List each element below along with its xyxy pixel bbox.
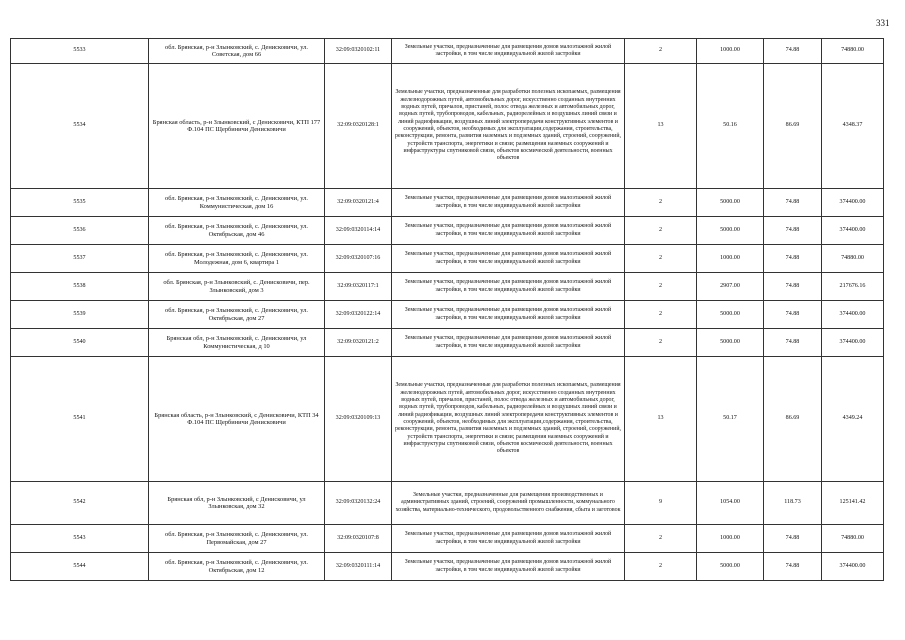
cadastral-number-cell: 32:09:0320122:14 (325, 301, 392, 329)
area-cell: 5000.00 (697, 301, 764, 329)
cadastral-number-cell: 32:09:0320102:11 (325, 39, 392, 64)
specific-value-cell: 86.69 (764, 357, 822, 482)
cadastral-value-cell: 374400.00 (822, 301, 884, 329)
permitted-use-cell: Земельные участки, предназначенные для разработки полезных ископаемых, размещения железнодорожных путей, автомобильных дорог, искусственно созданных внутренних водных путей, причалов, пристаней, полос отвода железных и автомобильных дорог, водных путей, трубопроводов, кабельных, радиорелейных и воздушных линий связи и линий радиофикации, воздушных линий электропередачи конструктивных элементов и сооружений, объектов, необходимых для эксплуатации,содержания, строительства, реконструкции, ремонта, развития наземных и подземных зданий, строений, сооружений, устройств транспорта, энергетики и связи; размещения наземных сооружений и инфраструктуры спутниковой связи, объектов космической деятельности, военных объектов (392, 64, 625, 189)
cadastral-value-cell: 74880.00 (822, 245, 884, 273)
row-number: 5533 (11, 39, 149, 64)
land-registry-table (10, 38, 884, 581)
permitted-use-cell: Земельные участки, предназначенные для разработки полезных ископаемых, размещения железнодорожных путей, автомобильных дорог, искусственно созданных внутренних водных путей, причалов, пристаней, полос отвода железных и автомобильных дорог, водных путей, трубопроводов, кабельных, радиорелейных и воздушных линий связи и линий радиофикации, воздушных линий электропередачи конструктивных элементов и сооружений, объектов, необходимых для эксплуатации,содержания, строительства, реконструкции, ремонта, развития наземных и подземных зданий, строений, сооружений, устройств транспорта, энергетики и связи; размещения наземных сооружений и инфраструктуры спутниковой связи, объектов космической деятельности, военных объектов (392, 357, 625, 482)
permitted-use-cell: Земельные участки, предназначенные для размещения домов малоэтажной жилой застройки, в том числе индивидуальной жилой застройки (392, 189, 625, 217)
area-cell: 1000.00 (697, 39, 764, 64)
permitted-use-cell: Земельные участки, предназначенные для размещения домов малоэтажной жилой застройки, в том числе индивидуальной жилой застройки (392, 217, 625, 245)
use-group-cell: 9 (625, 482, 697, 525)
specific-value-cell: 74.88 (764, 189, 822, 217)
area-cell: 50.17 (697, 357, 764, 482)
cadastral-number-cell: 32:09:0320132:24 (325, 482, 392, 525)
cadastral-value-cell: 4348.37 (822, 64, 884, 189)
cadastral-value-cell: 374400.00 (822, 189, 884, 217)
specific-value-cell: 74.88 (764, 553, 822, 581)
specific-value-cell: 86.69 (764, 64, 822, 189)
area-cell: 5000.00 (697, 329, 764, 357)
cadastral-value-cell: 4349.24 (822, 357, 884, 482)
cadastral-value-cell: 374400.00 (822, 217, 884, 245)
use-group-cell: 2 (625, 189, 697, 217)
table-row (11, 301, 884, 329)
table-row (11, 64, 884, 189)
permitted-use-cell: Земельные участки, предназначенные для размещения домов малоэтажной жилой застройки, в том числе индивидуальной жилой застройки (392, 329, 625, 357)
cadastral-number-cell: 32:09:0320121:4 (325, 189, 392, 217)
table-row (11, 357, 884, 482)
address-cell: обл. Брянская, р-н Злынковский, с. Денисковичи, ул. Советская, дом 66 (149, 39, 325, 64)
table-row (11, 189, 884, 217)
cadastral-number-cell: 32:09:0320117:1 (325, 273, 392, 301)
specific-value-cell: 74.88 (764, 245, 822, 273)
permitted-use-cell: Земельные участки, предназначенные для размещения домов малоэтажной жилой застройки, в том числе индивидуальной жилой застройки (392, 301, 625, 329)
area-cell: 5000.00 (697, 553, 764, 581)
table-row (11, 525, 884, 553)
address-cell: обл. Брянская, р-н Злынковский, с. Денисковичи, ул. Молодежная, дом 6, квартира 1 (149, 245, 325, 273)
page-number: 331 (876, 18, 890, 28)
use-group-cell: 13 (625, 64, 697, 189)
cadastral-value-cell: 74880.00 (822, 39, 884, 64)
specific-value-cell: 74.88 (764, 525, 822, 553)
address-cell: Брянская обл, р-н Злынковский, с. Денисковичи, ул Коммунистическая, д 10 (149, 329, 325, 357)
row-number: 5535 (11, 189, 149, 217)
address-cell: обл. Брянская, р-н Злынковский, с. Денисковичи, ул. Коммунистическая, дом 16 (149, 189, 325, 217)
use-group-cell: 2 (625, 39, 697, 64)
permitted-use-cell: Земельные участки, предназначенные для размещения домов малоэтажной жилой застройки, в том числе индивидуальной жилой застройки (392, 525, 625, 553)
area-cell: 1054.00 (697, 482, 764, 525)
row-number: 5537 (11, 245, 149, 273)
specific-value-cell: 118.73 (764, 482, 822, 525)
address-cell: обл. Брянская, р-н Злынковский, с. Денисковичи, пер. Злынковский, дом 3 (149, 273, 325, 301)
address-cell: Брянская область, р-н Злынковский, с Денисковичи, КТП 177 Ф.104 ПС Щербиничи Денисковичи (149, 64, 325, 189)
row-number: 5543 (11, 525, 149, 553)
address-cell: Брянская обл, р-н Злынковский, с Денисковичи, ул Злынковская, дом 32 (149, 482, 325, 525)
permitted-use-cell: Земельные участки, предназначенные для размещения домов малоэтажной жилой застройки, в том числе индивидуальной жилой застройки (392, 39, 625, 64)
area-cell: 1000.00 (697, 525, 764, 553)
permitted-use-cell: Земельные участки, предназначенные для размещения домов малоэтажной жилой застройки, в том числе индивидуальной жилой застройки (392, 273, 625, 301)
table-row (11, 273, 884, 301)
cadastral-number-cell: 32:09:0320107:16 (325, 245, 392, 273)
table-row (11, 39, 884, 64)
specific-value-cell: 74.88 (764, 217, 822, 245)
row-number: 5538 (11, 273, 149, 301)
specific-value-cell: 74.88 (764, 301, 822, 329)
permitted-use-cell: Земельные участки, предназначенные для размещения домов малоэтажной жилой застройки, в том числе индивидуальной жилой застройки (392, 553, 625, 581)
address-cell: Брянская область, р-н Злынковский, с Денисковичи, КТП 34 Ф.104 ПС Щербиничи Денисковичи (149, 357, 325, 482)
use-group-cell: 2 (625, 553, 697, 581)
row-number: 5544 (11, 553, 149, 581)
use-group-cell: 2 (625, 273, 697, 301)
cadastral-number-cell: 32:09:0320114:14 (325, 217, 392, 245)
cadastral-number-cell: 32:09:0320109:13 (325, 357, 392, 482)
cadastral-value-cell: 374400.00 (822, 553, 884, 581)
use-group-cell: 2 (625, 301, 697, 329)
use-group-cell: 2 (625, 245, 697, 273)
address-cell: обл. Брянская, р-н Злынковский, с. Денисковичи, ул. Первомайская, дом 27 (149, 525, 325, 553)
cadastral-value-cell: 217676.16 (822, 273, 884, 301)
specific-value-cell: 74.88 (764, 273, 822, 301)
row-number: 5534 (11, 64, 149, 189)
use-group-cell: 2 (625, 329, 697, 357)
table-row (11, 482, 884, 525)
cadastral-number-cell: 32:09:0320111:14 (325, 553, 392, 581)
cadastral-value-cell: 125141.42 (822, 482, 884, 525)
use-group-cell: 2 (625, 217, 697, 245)
row-number: 5539 (11, 301, 149, 329)
row-number: 5540 (11, 329, 149, 357)
permitted-use-cell: Земельные участки, предназначенные для размещения производственных и административных зданий, строений, сооружений промышленности, коммунального хозяйства, материально-технического, продовольственного снабжения, сбыта и заготовок (392, 482, 625, 525)
use-group-cell: 2 (625, 525, 697, 553)
row-number: 5536 (11, 217, 149, 245)
permitted-use-cell: Земельные участки, предназначенные для размещения домов малоэтажной жилой застройки, в том числе индивидуальной жилой застройки (392, 245, 625, 273)
table-row (11, 217, 884, 245)
area-cell: 1000.00 (697, 245, 764, 273)
area-cell: 2907.00 (697, 273, 764, 301)
row-number: 5542 (11, 482, 149, 525)
address-cell: обл. Брянская, р-н Злынковский, с. Денисковичи, ул. Октябрьская, дом 27 (149, 301, 325, 329)
area-cell: 50.16 (697, 64, 764, 189)
specific-value-cell: 74.88 (764, 329, 822, 357)
cadastral-number-cell: 32:09:0320128:1 (325, 64, 392, 189)
table-row (11, 553, 884, 581)
cadastral-number-cell: 32:09:0320121:2 (325, 329, 392, 357)
address-cell: обл. Брянская, р-н Злынковский, с. Денисковичи, ул. Октябрьская, дом 46 (149, 217, 325, 245)
row-number: 5541 (11, 357, 149, 482)
area-cell: 5000.00 (697, 189, 764, 217)
specific-value-cell: 74.88 (764, 39, 822, 64)
use-group-cell: 13 (625, 357, 697, 482)
address-cell: обл. Брянская, р-н Злынковский, с. Денисковичи, ул. Октябрьская, дом 12 (149, 553, 325, 581)
cadastral-value-cell: 374400.00 (822, 329, 884, 357)
cadastral-value-cell: 74880.00 (822, 525, 884, 553)
cadastral-number-cell: 32:09:0320107:8 (325, 525, 392, 553)
table-row (11, 329, 884, 357)
area-cell: 5000.00 (697, 217, 764, 245)
table-row (11, 245, 884, 273)
